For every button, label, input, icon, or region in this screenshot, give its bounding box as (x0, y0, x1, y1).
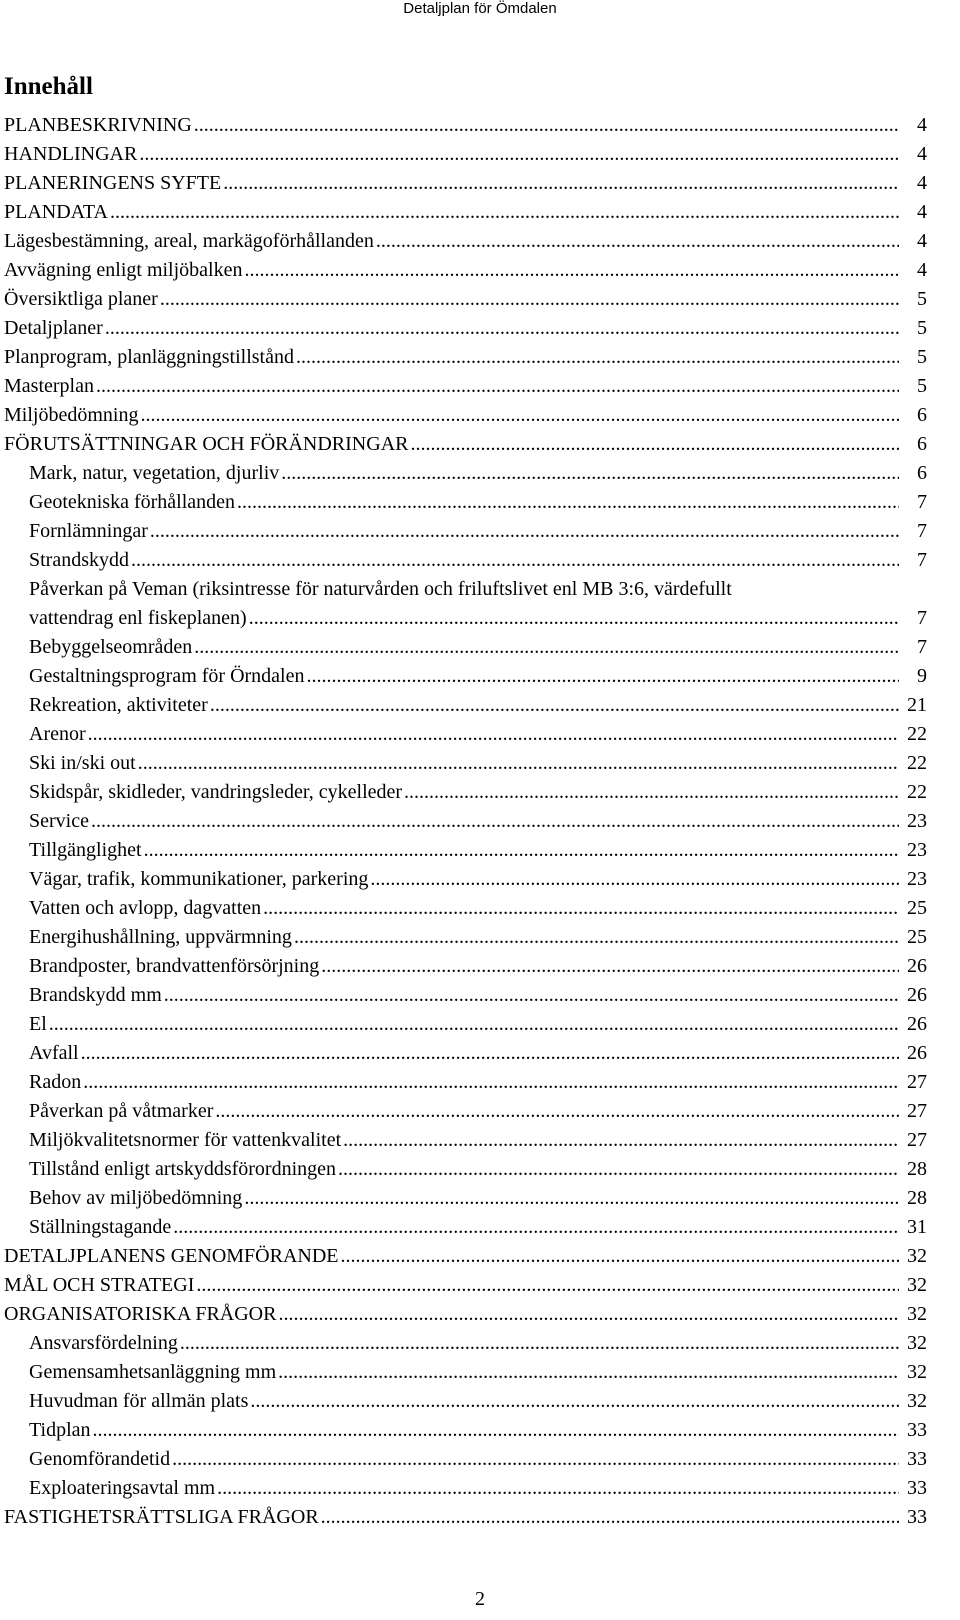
toc-entry[interactable] (0, 1097, 960, 1126)
toc-entry-line (4, 285, 927, 314)
toc-entry-line (4, 1242, 927, 1271)
toc-entry-title: El (29, 1013, 47, 1035)
toc-page-number: 28 (899, 1155, 927, 1184)
toc-entry-line (29, 633, 927, 662)
toc-entry[interactable] (0, 1416, 960, 1445)
toc-entry-title: MÅL OCH STRATEGI (4, 1274, 195, 1296)
toc-entry[interactable] (0, 459, 960, 488)
toc-entry-title: PLANBESKRIVNING (4, 114, 192, 136)
toc-entry-title: Miljöbedömning (4, 404, 139, 426)
toc-entry[interactable] (0, 1271, 960, 1300)
toc-entry-line (29, 836, 927, 865)
toc-entry-title: Miljökvalitetsnormer för vattenkvalitet (29, 1129, 342, 1151)
toc-dot-leader (94, 372, 927, 401)
toc-page-number: 33 (899, 1416, 927, 1445)
toc-dot-leader (368, 865, 927, 894)
toc-page-number: 32 (899, 1300, 927, 1329)
toc-entry-line (29, 923, 927, 952)
toc-entry-title: Bebyggelseområden (29, 636, 193, 658)
toc-dot-leader (194, 1271, 927, 1300)
toc-entry-line (29, 1184, 927, 1213)
toc-page-number: 26 (899, 952, 927, 981)
toc-entry[interactable] (0, 894, 960, 923)
toc-page-number: 22 (899, 778, 927, 807)
toc-page-number: 33 (899, 1474, 927, 1503)
toc-dot-leader (374, 227, 927, 256)
toc-entry-title: Planprogram, planläggningstillstånd (4, 346, 294, 368)
toc-dot-leader (47, 1010, 927, 1039)
toc-entry-title: Tidplan (29, 1419, 91, 1441)
toc-entry[interactable] (0, 923, 960, 952)
toc-entry-line (29, 1213, 927, 1242)
toc-entry[interactable] (0, 1126, 960, 1155)
toc-entry-line (29, 749, 927, 778)
toc-dot-leader (215, 1474, 927, 1503)
toc-entry-title: Fornlämningar (29, 520, 148, 542)
toc-dot-leader (336, 1155, 927, 1184)
toc-entry-line (29, 459, 927, 488)
toc-entry[interactable] (0, 1329, 960, 1358)
table-of-contents (0, 111, 960, 1532)
toc-entry-title: Påverkan på våtmarker (29, 1100, 214, 1122)
toc-entry-line (4, 256, 927, 285)
toc-dot-leader (129, 546, 927, 575)
toc-entry-line (4, 140, 927, 169)
toc-entry[interactable] (0, 1039, 960, 1068)
toc-entry-line (4, 227, 927, 256)
toc-entry-line (29, 604, 927, 633)
toc-dot-leader (339, 1242, 927, 1271)
toc-dot-leader (319, 952, 927, 981)
toc-dot-leader (341, 1126, 927, 1155)
toc-entry-title: Avvägning enligt miljöbalken (4, 259, 243, 281)
toc-dot-leader (402, 778, 927, 807)
toc-entry-title: FÖRUTSÄTTNINGAR OCH FÖRÄNDRINGAR (4, 433, 409, 455)
toc-entry[interactable] (0, 314, 960, 343)
toc-page-number: 6 (899, 459, 927, 488)
toc-page-number: 28 (899, 1184, 927, 1213)
page-number: 2 (475, 1588, 485, 1610)
toc-entry-title: Energihushållning, uppvärmning (29, 926, 292, 948)
toc-entry-title: PLANERINGENS SYFTE (4, 172, 222, 194)
toc-entry[interactable] (0, 198, 960, 227)
toc-entry-line (4, 343, 927, 372)
toc-dot-leader (276, 1300, 927, 1329)
toc-page-number: 5 (899, 343, 927, 372)
toc-entry-line (29, 1155, 927, 1184)
toc-entry[interactable] (0, 836, 960, 865)
toc-dot-leader (103, 314, 927, 343)
toc-page-number: 9 (899, 662, 927, 691)
toc-page-number: 4 (899, 169, 927, 198)
toc-page-number: 7 (899, 546, 927, 575)
toc-page-number: 23 (899, 807, 927, 836)
toc-entry-title: Mark, natur, vegetation, djurliv (29, 462, 280, 484)
toc-entry[interactable] (0, 1503, 960, 1532)
toc-dot-leader (279, 459, 927, 488)
toc-entry-line (29, 1039, 927, 1068)
toc-page-number: 5 (899, 314, 927, 343)
toc-entry-title: Ansvarsfördelning (29, 1332, 178, 1354)
toc-page-number: 7 (899, 604, 927, 633)
toc-page-number: 22 (899, 720, 927, 749)
toc-entry[interactable] (0, 1387, 960, 1416)
toc-entry[interactable] (0, 575, 960, 633)
toc-dot-leader (162, 981, 927, 1010)
toc-page-number: 26 (899, 1010, 927, 1039)
toc-entry[interactable] (0, 691, 960, 720)
toc-entry[interactable] (0, 981, 960, 1010)
toc-page-number: 7 (899, 488, 927, 517)
toc-entry-title: Gemensamhetsanläggning mm (29, 1361, 277, 1383)
toc-entry[interactable] (0, 256, 960, 285)
toc-entry-line (29, 1068, 927, 1097)
toc-dot-leader (192, 111, 927, 140)
toc-page-number: 31 (899, 1213, 927, 1242)
toc-entry-title: Exploateringsavtal mm (29, 1477, 216, 1499)
toc-page-number: 26 (899, 1039, 927, 1068)
toc-dot-leader (89, 807, 927, 836)
toc-page-number: 7 (899, 633, 927, 662)
toc-entry[interactable] (0, 1010, 960, 1039)
toc-dot-leader (171, 1213, 927, 1242)
toc-entry-line (29, 1416, 927, 1445)
toc-entry-title: Behov av miljöbedömning (29, 1187, 243, 1209)
toc-entry-title: Ställningstagande (29, 1216, 172, 1238)
toc-page-number: 5 (899, 372, 927, 401)
toc-dot-leader (178, 1329, 927, 1358)
toc-dot-leader (276, 1358, 927, 1387)
toc-entry[interactable] (0, 1068, 960, 1097)
toc-dot-leader (142, 836, 927, 865)
toc-entry-line (29, 517, 927, 546)
toc-entry-title: Vatten och avlopp, dagvatten (29, 897, 262, 919)
toc-entry[interactable] (0, 488, 960, 517)
toc-entry-line (29, 807, 927, 836)
toc-entry-title: FASTIGHETSRÄTTSLIGA FRÅGOR (4, 1506, 319, 1528)
toc-entry-title: DETALJPLANENS GENOMFÖRANDE (4, 1245, 339, 1267)
toc-entry[interactable] (0, 1358, 960, 1387)
toc-entry-title: Tillgänglighet (29, 839, 142, 861)
toc-dot-leader (192, 633, 927, 662)
toc-entry-line (4, 314, 927, 343)
toc-dot-leader (86, 720, 927, 749)
running-header: Detaljplan för Ömdalen (403, 0, 557, 17)
toc-page-number: 32 (899, 1271, 927, 1300)
toc-entry[interactable] (0, 111, 960, 140)
toc-page-number: 21 (899, 691, 927, 720)
toc-entry-title: Översiktliga planer (4, 288, 158, 310)
toc-entry-title: Geotekniska förhållanden (29, 491, 236, 513)
toc-entry-title: Ski in/ski out (29, 752, 136, 774)
toc-dot-leader (304, 662, 927, 691)
toc-page-number: 33 (899, 1445, 927, 1474)
toc-entry-title: Arenor (29, 723, 86, 745)
toc-entry-title: Rekreation, aktiviteter (29, 694, 208, 716)
toc-entry-line (29, 1358, 927, 1387)
toc-entry-title: HANDLINGAR (4, 143, 138, 165)
toc-page-number: 4 (899, 227, 927, 256)
toc-entry[interactable] (0, 401, 960, 430)
toc-dot-leader (235, 488, 927, 517)
toc-entry-line (29, 662, 927, 691)
toc-entry[interactable] (0, 1213, 960, 1242)
toc-dot-leader (137, 140, 927, 169)
toc-entry-title: Gestaltningsprogram för Örndalen (29, 665, 305, 687)
toc-page-number: 4 (899, 140, 927, 169)
toc-entry-title: Avfall (29, 1042, 79, 1064)
toc-dot-leader (148, 517, 927, 546)
toc-dot-leader (261, 894, 927, 923)
toc-entry[interactable] (0, 227, 960, 256)
toc-entry[interactable] (0, 285, 960, 314)
toc-entry-line (29, 894, 927, 923)
toc-entry-line (29, 1387, 927, 1416)
toc-entry[interactable] (0, 720, 960, 749)
toc-entry[interactable] (0, 140, 960, 169)
toc-page-number: 5 (899, 285, 927, 314)
toc-dot-leader (292, 923, 927, 952)
toc-dot-leader (247, 604, 927, 633)
toc-entry-line (29, 1445, 927, 1474)
toc-entry[interactable] (0, 807, 960, 836)
toc-entry[interactable] (0, 343, 960, 372)
toc-entry[interactable] (0, 546, 960, 575)
toc-entry-title: PLANDATA (4, 201, 108, 223)
toc-entry-line (29, 1097, 927, 1126)
toc-entry[interactable] (0, 372, 960, 401)
toc-dot-leader (208, 691, 927, 720)
toc-page-number: 27 (899, 1097, 927, 1126)
toc-entry-line (4, 1271, 927, 1300)
toc-entry-line (29, 1126, 927, 1155)
toc-entry[interactable] (0, 1184, 960, 1213)
toc-entry[interactable] (0, 662, 960, 691)
toc-entry-line (29, 1474, 927, 1503)
toc-entry-title: Vägar, trafik, kommunikationer, parkering (29, 868, 369, 890)
toc-entry-title: Skidspår, skidleder, vandringsleder, cykelleder (29, 781, 403, 803)
toc-entry-line (29, 865, 927, 894)
toc-entry-line (29, 952, 927, 981)
toc-page-number: 6 (899, 430, 927, 459)
toc-entry-title: Radon (29, 1071, 82, 1093)
toc-entry[interactable] (0, 169, 960, 198)
toc-entry-line (4, 1300, 927, 1329)
toc-entry-line (29, 546, 927, 575)
toc-entry[interactable] (0, 1445, 960, 1474)
toc-entry[interactable] (0, 865, 960, 894)
toc-entry-line (29, 778, 927, 807)
toc-entry-line (29, 488, 927, 517)
toc-page-number: 23 (899, 865, 927, 894)
toc-entry-line (29, 1329, 927, 1358)
toc-dot-leader (221, 169, 927, 198)
toc-page-number: 22 (899, 749, 927, 778)
toc-entry[interactable] (0, 517, 960, 546)
toc-entry[interactable] (0, 778, 960, 807)
toc-page-number: 32 (899, 1329, 927, 1358)
toc-entry[interactable] (0, 1242, 960, 1271)
toc-dot-leader (91, 1416, 927, 1445)
toc-entry-title: Huvudman för allmän plats (29, 1390, 249, 1412)
toc-entry-title: Brandskydd mm (29, 984, 162, 1006)
toc-entry-line (4, 430, 927, 459)
toc-dot-leader (248, 1387, 927, 1416)
toc-page-number: 27 (899, 1068, 927, 1097)
toc-entry-title: Lägesbestämning, areal, markägoförhållanden (4, 230, 374, 252)
toc-entry[interactable] (0, 430, 960, 459)
toc-dot-leader (81, 1068, 927, 1097)
toc-entry-line (4, 169, 927, 198)
toc-page-number: 26 (899, 981, 927, 1010)
toc-entry-line (4, 111, 927, 140)
toc-dot-leader (108, 198, 927, 227)
toc-entry-line (29, 691, 927, 720)
toc-dot-leader (170, 1445, 927, 1474)
toc-page-number: 33 (899, 1503, 927, 1532)
toc-page-number: 27 (899, 1126, 927, 1155)
toc-entry[interactable] (0, 749, 960, 778)
toc-page-number: 4 (899, 111, 927, 140)
toc-entry-title: Genomförandetid (29, 1448, 171, 1470)
toc-dot-leader (294, 343, 927, 372)
toc-page-number: 4 (899, 198, 927, 227)
toc-dot-leader (158, 285, 927, 314)
toc-page-number: 25 (899, 894, 927, 923)
toc-entry-line (4, 198, 927, 227)
toc-page-number: 23 (899, 836, 927, 865)
toc-page-number: 32 (899, 1387, 927, 1416)
toc-entry-title: Brandposter, brandvattenförsörjning (29, 955, 320, 977)
toc-entry-title: Strandskydd (29, 549, 129, 571)
toc-entry-title: ORGANISATORISKA FRÅGOR (4, 1303, 277, 1325)
toc-entry-line (29, 981, 927, 1010)
toc-entry[interactable] (0, 633, 960, 662)
toc-entry-title: Tillstånd enligt artskyddsförordningen (29, 1158, 337, 1180)
toc-page-number: 6 (899, 401, 927, 430)
toc-dot-leader (242, 1184, 927, 1213)
toc-entry[interactable] (0, 1474, 960, 1503)
toc-dot-leader (242, 256, 927, 285)
toc-entry[interactable] (0, 1300, 960, 1329)
toc-page-number: 7 (899, 517, 927, 546)
toc-entry-line (4, 401, 927, 430)
toc-entry-title: Detaljplaner (4, 317, 103, 339)
toc-entry-title: Påverkan på Veman (riksintresse för naturvården och friluftslivet enl MB 3:6, värdefullt (29, 578, 732, 600)
toc-entry-line (29, 720, 927, 749)
toc-page-number: 25 (899, 923, 927, 952)
toc-entry-line (29, 1010, 927, 1039)
toc-dot-leader (213, 1097, 927, 1126)
toc-page-number: 32 (899, 1358, 927, 1387)
toc-page-number: 32 (899, 1242, 927, 1271)
toc-entry-title: Service (29, 810, 89, 832)
toc-entry-title: Masterplan (4, 375, 94, 397)
toc-entry-title-continued: vattendrag enl fiskeplanen) (29, 607, 247, 629)
toc-entry-line (4, 372, 927, 401)
toc-dot-leader (138, 401, 927, 430)
toc-dot-leader (408, 430, 927, 459)
toc-page-number: 4 (899, 256, 927, 285)
toc-dot-leader (79, 1039, 927, 1068)
toc-dot-leader (136, 749, 927, 778)
toc-entry[interactable] (0, 952, 960, 981)
toc-dot-leader (319, 1503, 927, 1532)
toc-entry-line (4, 1503, 927, 1532)
toc-entry[interactable] (0, 1155, 960, 1184)
toc-heading: Innehåll (4, 73, 93, 100)
